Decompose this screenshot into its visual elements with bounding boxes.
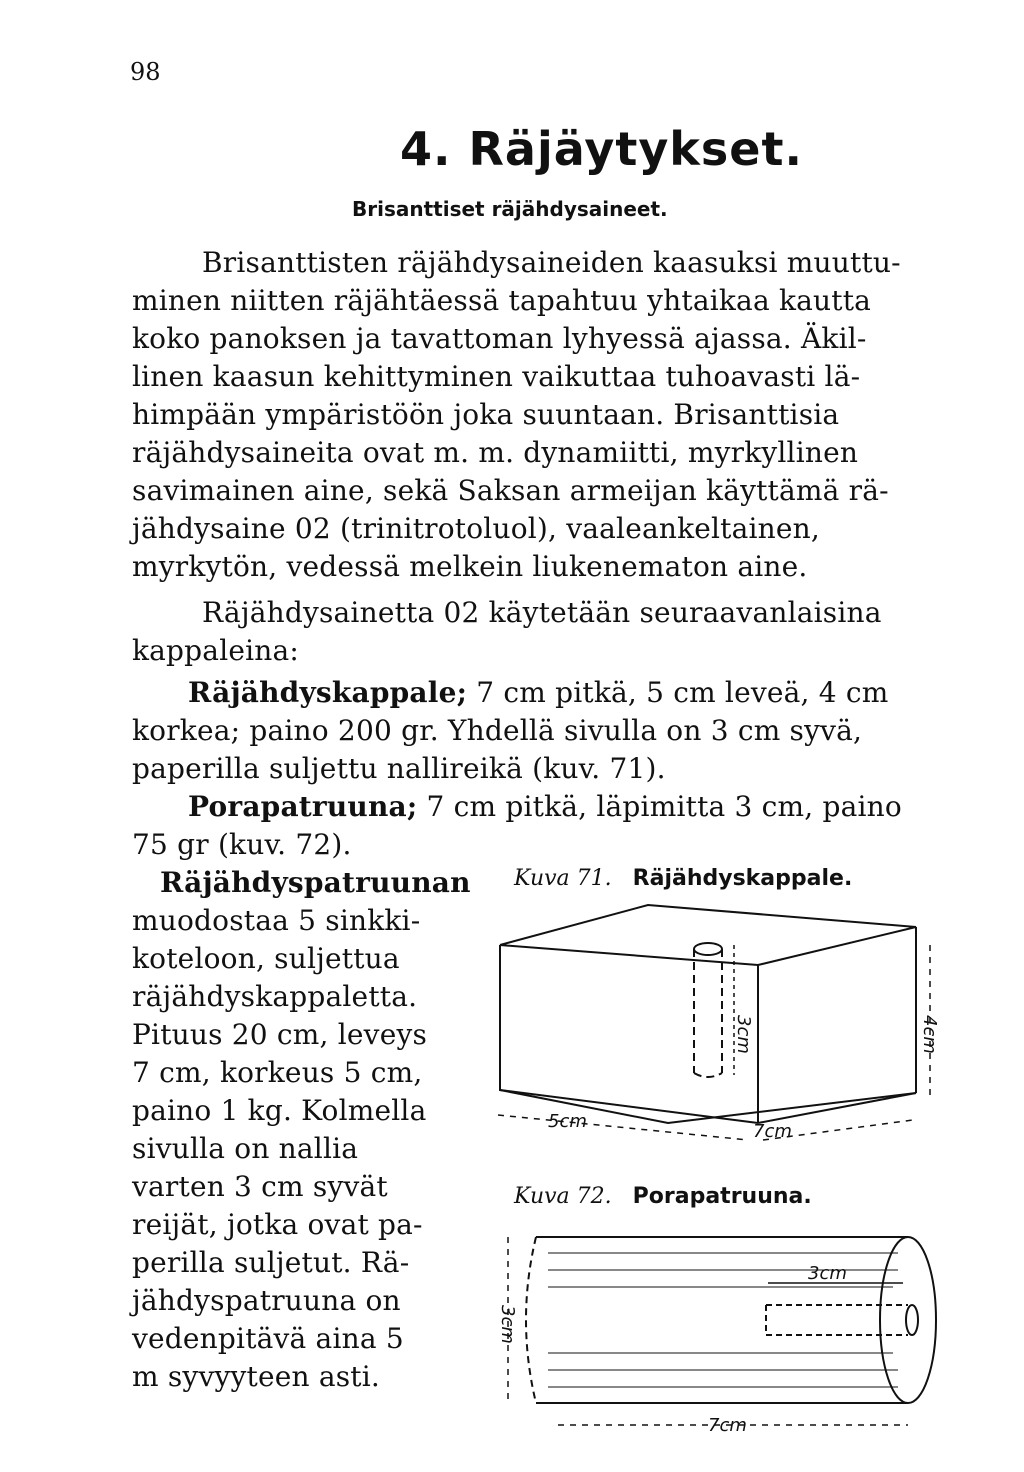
item1-line: paperilla suljettu nallireikä (kuv. 71). — [132, 752, 666, 785]
paragraph1-line: myrkytön, vedessä melkein liukenematon aine. — [132, 550, 808, 583]
item2-first-line — [188, 790, 902, 823]
item3-line: Pituus 20 cm, leveys — [132, 1018, 428, 1051]
figure71-width-label: 5cm — [548, 1111, 587, 1132]
item2-line: 75 gr (kuv. 72). — [132, 828, 352, 861]
paragraph1-line: koko panoksen ja tavattoman lyhyessä ajassa. Äkil- — [132, 322, 867, 355]
figure72-title: Porapatruuna. — [632, 1184, 812, 1209]
paragraph1-line: linen kaasun kehittyminen vaikuttaa tuhoavasti lä- — [132, 360, 861, 393]
item3-line: reijät, jotka ovat pa- — [132, 1208, 423, 1241]
item3-line: m syvyyteen asti. — [132, 1360, 380, 1393]
chapter-heading: 4. Räjäytykset. — [400, 122, 803, 176]
paragraph1-line: Brisanttisten räjähdysaineiden kaasuksi muuttu- — [202, 246, 901, 279]
item3-line: jähdyspatruuna on — [132, 1284, 401, 1317]
figure72-hole-depth-label: 3cm — [808, 1263, 847, 1284]
item2-text: 7 cm pitkä, läpimitta 3 cm, paino — [426, 790, 902, 823]
figure71-hole-depth-label: 3cm — [733, 1015, 754, 1054]
paragraph2-line: Räjähdysainetta 02 käytetään seuraavanlaisina — [202, 596, 882, 629]
figure72-cartridge-drawing — [488, 1225, 948, 1440]
item1-text: 7 cm pitkä, 5 cm leveä, 4 cm — [476, 676, 889, 709]
page-number: 98 — [130, 58, 161, 86]
figure72-length-label: 7cm — [708, 1415, 747, 1436]
item3-line: muodostaa 5 sinkki- — [132, 904, 421, 937]
item2-term: Porapatruuna; — [188, 790, 418, 823]
paragraph1-line: himpään ympäristöön joka suuntaan. Brisanttisia — [132, 398, 840, 431]
item3-term: Räjähdyspatruunan — [160, 866, 471, 899]
item3-line: varten 3 cm syvät — [132, 1170, 388, 1203]
figure71-block-drawing — [488, 905, 940, 1150]
figure72-caption — [514, 1184, 812, 1209]
item1-term: Räjähdyskappale; — [188, 676, 468, 709]
item3-line: vedenpitävä aina 5 — [132, 1322, 404, 1355]
paragraph1-line: minen niitten räjähtäessä tapahtuu yhtaikaa kautta — [132, 284, 872, 317]
paragraph1-line: jähdysaine 02 (trinitrotoluol), vaaleankeltainen, — [132, 512, 821, 545]
item1-line: korkea; paino 200 gr. Yhdellä sivulla on 3 cm syvä, — [132, 714, 863, 747]
figure71-length-label: 7cm — [753, 1121, 792, 1142]
figure71-number: Kuva 71. — [514, 866, 612, 891]
item3-line: räjähdyskappaletta. — [132, 980, 418, 1013]
figure71-caption — [514, 866, 852, 891]
item3-line: sivulla on nallia — [132, 1132, 359, 1165]
item3-line: perilla suljetut. Rä- — [132, 1246, 410, 1279]
item1-first-line — [188, 676, 889, 709]
section-subheading: Brisanttiset räjähdysaineet. — [352, 197, 668, 221]
figure72-diameter-label: 3cm — [497, 1305, 518, 1344]
paragraph2-line: kappaleina: — [132, 634, 300, 667]
item3-line: koteloon, suljettua — [132, 942, 400, 975]
paragraph1-line: räjähdysaineita ovat m. m. dynamiitti, myrkyllinen — [132, 436, 859, 469]
item3-line: 7 cm, korkeus 5 cm, — [132, 1056, 423, 1089]
figure71-height-label: 4cm — [919, 1015, 940, 1054]
item3-line: paino 1 kg. Kolmella — [132, 1094, 427, 1127]
paragraph1-line: savimainen aine, sekä Saksan armeijan käyttämä rä- — [132, 474, 889, 507]
figure71-title: Räjähdyskappale. — [632, 866, 853, 891]
figure72-number: Kuva 72. — [514, 1184, 612, 1209]
